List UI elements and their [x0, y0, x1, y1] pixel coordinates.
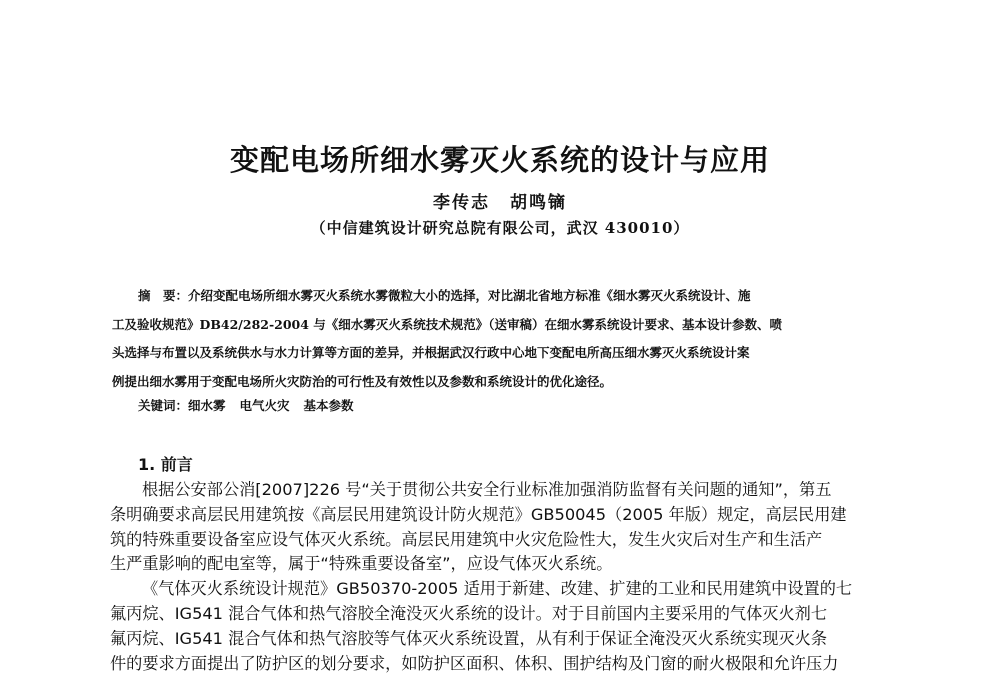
- body-line: 生严重影响的配电室等，属于“特殊重要设备室”，应设气体灭火系统。: [110, 554, 613, 574]
- body-line: 氟丙烷、IG541 混合气体和热气溶胶全淹没灭火系统的设计。对于目前国内主要采用的气体灭火剂七: [110, 603, 828, 623]
- body-line: 筑的特殊重要设备室应设气体灭火系统。高层民用建筑中火灾危险性大，发生火灾后对生产和生活产: [110, 529, 823, 549]
- keyword: 电气火灾: [239, 398, 290, 413]
- abstract-block: [112, 282, 892, 396]
- abstract-line: [112, 282, 892, 311]
- keywords-label: 关键词：: [138, 398, 189, 413]
- body-line: 条明确要求高层民用建筑按《高层民用建筑设计防火规范》GB50045（2005 年版）规定，高层民用建: [110, 504, 847, 524]
- body-line: 件的要求方面提出了防护区的划分要求，如防护区面积、体积、围护结构及门窗的耐火极限和允许压力: [110, 653, 839, 673]
- keyword: 细水雾: [188, 398, 226, 413]
- paper-title: 变配电场所细水雾灭火系统的设计与应用: [229, 143, 770, 177]
- section-heading: 1. 前言: [138, 455, 193, 474]
- keyword: 基本参数: [303, 398, 354, 413]
- body-line: 氟丙烷、IG541 混合气体和热气溶胶等气体灭火系统设置，从有利于保证全淹没灭火系统实现灭火条: [110, 628, 828, 648]
- abstract-text: 介绍变配电场所细水雾灭火系统水雾微粒大小的选择，对比湖北省地方标准《细水雾灭火系统设计、施: [188, 288, 751, 303]
- abstract-label: 摘 要：: [138, 288, 189, 303]
- body-line: 根据公安部公消[2007]226 号“关于贯彻公共安全行业标准加强消防监督有关问题的通知”，第五: [142, 480, 832, 499]
- author-name: 李传志: [433, 193, 490, 213]
- abstract-line: 工及验收规范》DB42/282-2004 与《细水雾灭火系统技术规范》（送审稿）在细水雾系统设计要求、基本设计参数、喷: [112, 316, 783, 332]
- body-line: 《气体灭火系统设计规范》GB50370-2005 适用于新建、改建、扩建的工业和民用建筑中设置的七: [142, 579, 853, 599]
- keywords-block: [138, 396, 368, 414]
- section-body: [110, 478, 900, 676]
- abstract-line: 头选择与布置以及系统供水与水力计算等方面的差异，并根据武汉行政中心地下变配电所高压细水雾灭火系统设计案: [112, 345, 750, 360]
- author-name: 胡鸣镝: [510, 193, 567, 213]
- abstract-line: 例提出细水雾用于变配电场所火灾防治的可行性及有效性以及参数和系统设计的优化途径。: [112, 373, 613, 389]
- author-list: [0, 188, 1000, 213]
- author-affiliation: （中信建筑设计研究总院有限公司，武汉 430010）: [310, 219, 690, 237]
